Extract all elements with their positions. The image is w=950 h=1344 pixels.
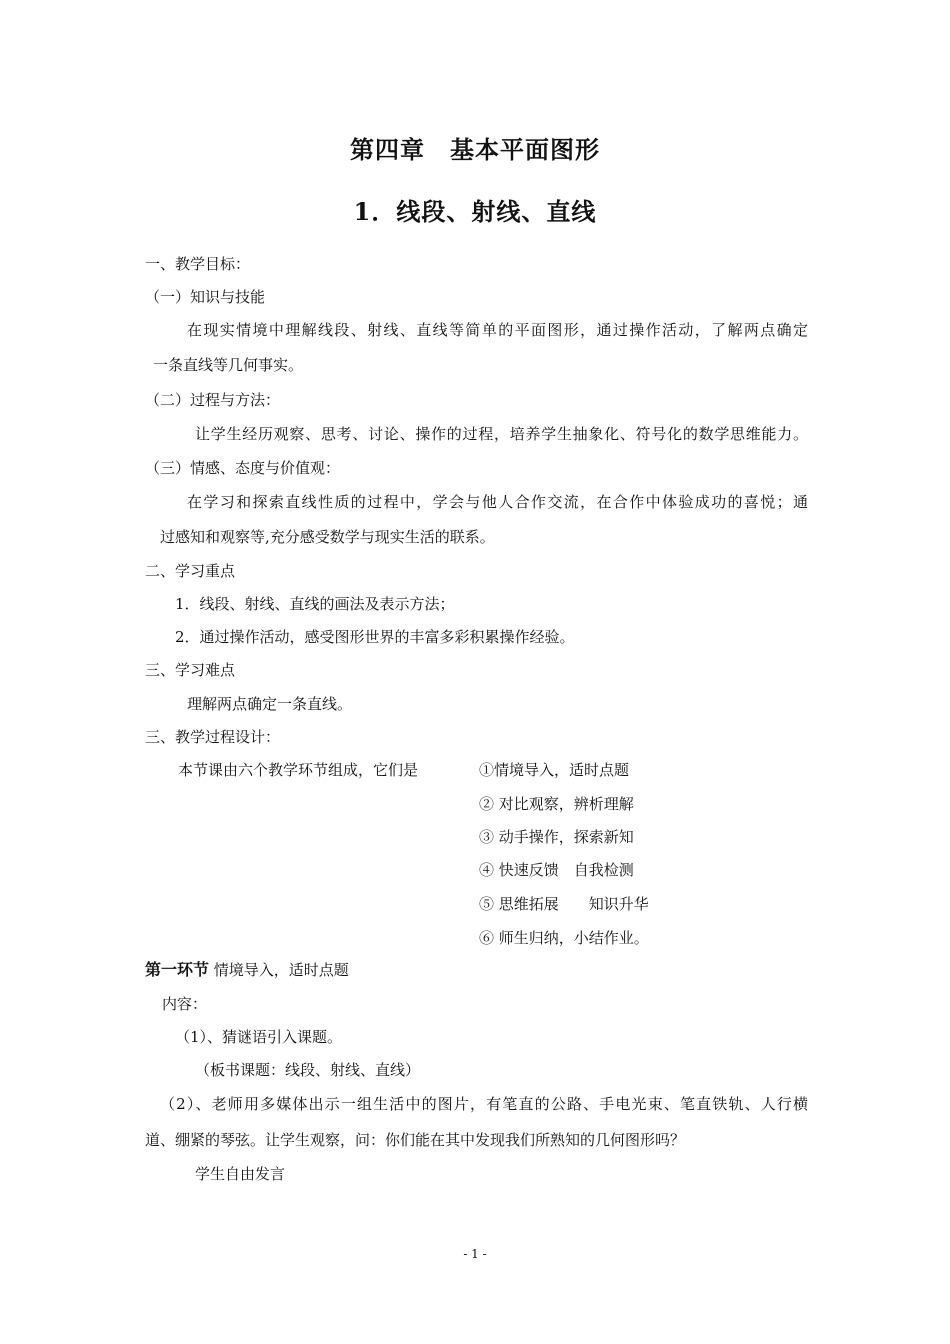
process-heading: （二）过程与方法：	[145, 391, 281, 409]
process-design-intro: 本节课由六个教学环节组成，它们是	[178, 761, 419, 779]
emotion-line-2: 过感知和观察等,充分感受数学与现实生活的联系。	[160, 528, 495, 546]
section1-item-2-line-1: （2）、老师用多媒体出示一组生活中的图片，有笔直的公路、手电光束、笔直铁轨、人行横	[160, 1095, 810, 1113]
objectives-heading: 一、教学目标：	[145, 255, 251, 273]
step-2: ② 对比观察，辨析理解	[479, 795, 634, 813]
difficulty-text: 理解两点确定一条直线。	[187, 695, 353, 713]
section1-item-2-line-2: 道、绷紧的琴弦。让学生观察，问：你们能在其中发现我们所熟知的几何图形吗？	[145, 1131, 686, 1149]
emotion-line-1: 在学习和探索直线性质的过程中，学会与他人合作交流，在合作中体验成功的喜悦；通	[187, 493, 810, 511]
process-design-heading: 三、教学过程设计：	[145, 728, 281, 746]
step-6: ⑥ 师生归纳，小结作业。	[479, 929, 649, 947]
step-1: ①情境导入，适时点题	[479, 761, 630, 779]
knowledge-line-2: 一条直线等几何事实。	[153, 356, 304, 374]
section1-title: 情境导入，适时点题	[209, 961, 349, 979]
section1-student: 学生自由发言	[195, 1165, 286, 1183]
page-number: - 1 -	[463, 1247, 487, 1261]
key-point-2: 2．通过操作活动，感受图形世界的丰富多彩积累操作经验。	[175, 628, 575, 646]
difficulty-heading: 三、学习难点	[145, 661, 236, 679]
emotion-heading: （三）情感、态度与价值观：	[145, 459, 341, 477]
step-3: ③ 动手操作，探索新知	[479, 828, 634, 846]
section1-item-1: （1）、猜谜语引入课题。	[175, 1028, 343, 1046]
section1-content-label: 内容：	[162, 995, 208, 1013]
section1-board: （板书课题：线段、射线、直线）	[195, 1061, 421, 1079]
step-5: ⑤ 思维拓展 知识升华	[479, 895, 649, 913]
knowledge-line-1: 在现实情境中理解线段、射线、直线等简单的平面图形，通过操作活动，了解两点确定	[187, 321, 810, 339]
section-title: 1．线段、射线、直线	[353, 197, 597, 226]
step-4: ④ 快速反馈 自我检测	[479, 861, 634, 879]
key-points-heading: 二、学习重点	[145, 562, 236, 580]
process-text: 让学生经历观察、思考、讨论、操作的过程，培养学生抽象化、符号化的数学思维能力。	[195, 425, 809, 443]
key-point-1: 1．线段、射线、直线的画法及表示方法；	[175, 595, 455, 613]
knowledge-heading: （一）知识与技能	[145, 288, 266, 306]
section1-heading	[145, 960, 349, 980]
section1-label: 第一环节	[145, 960, 210, 979]
chapter-title: 第四章 基本平面图形	[350, 135, 600, 164]
